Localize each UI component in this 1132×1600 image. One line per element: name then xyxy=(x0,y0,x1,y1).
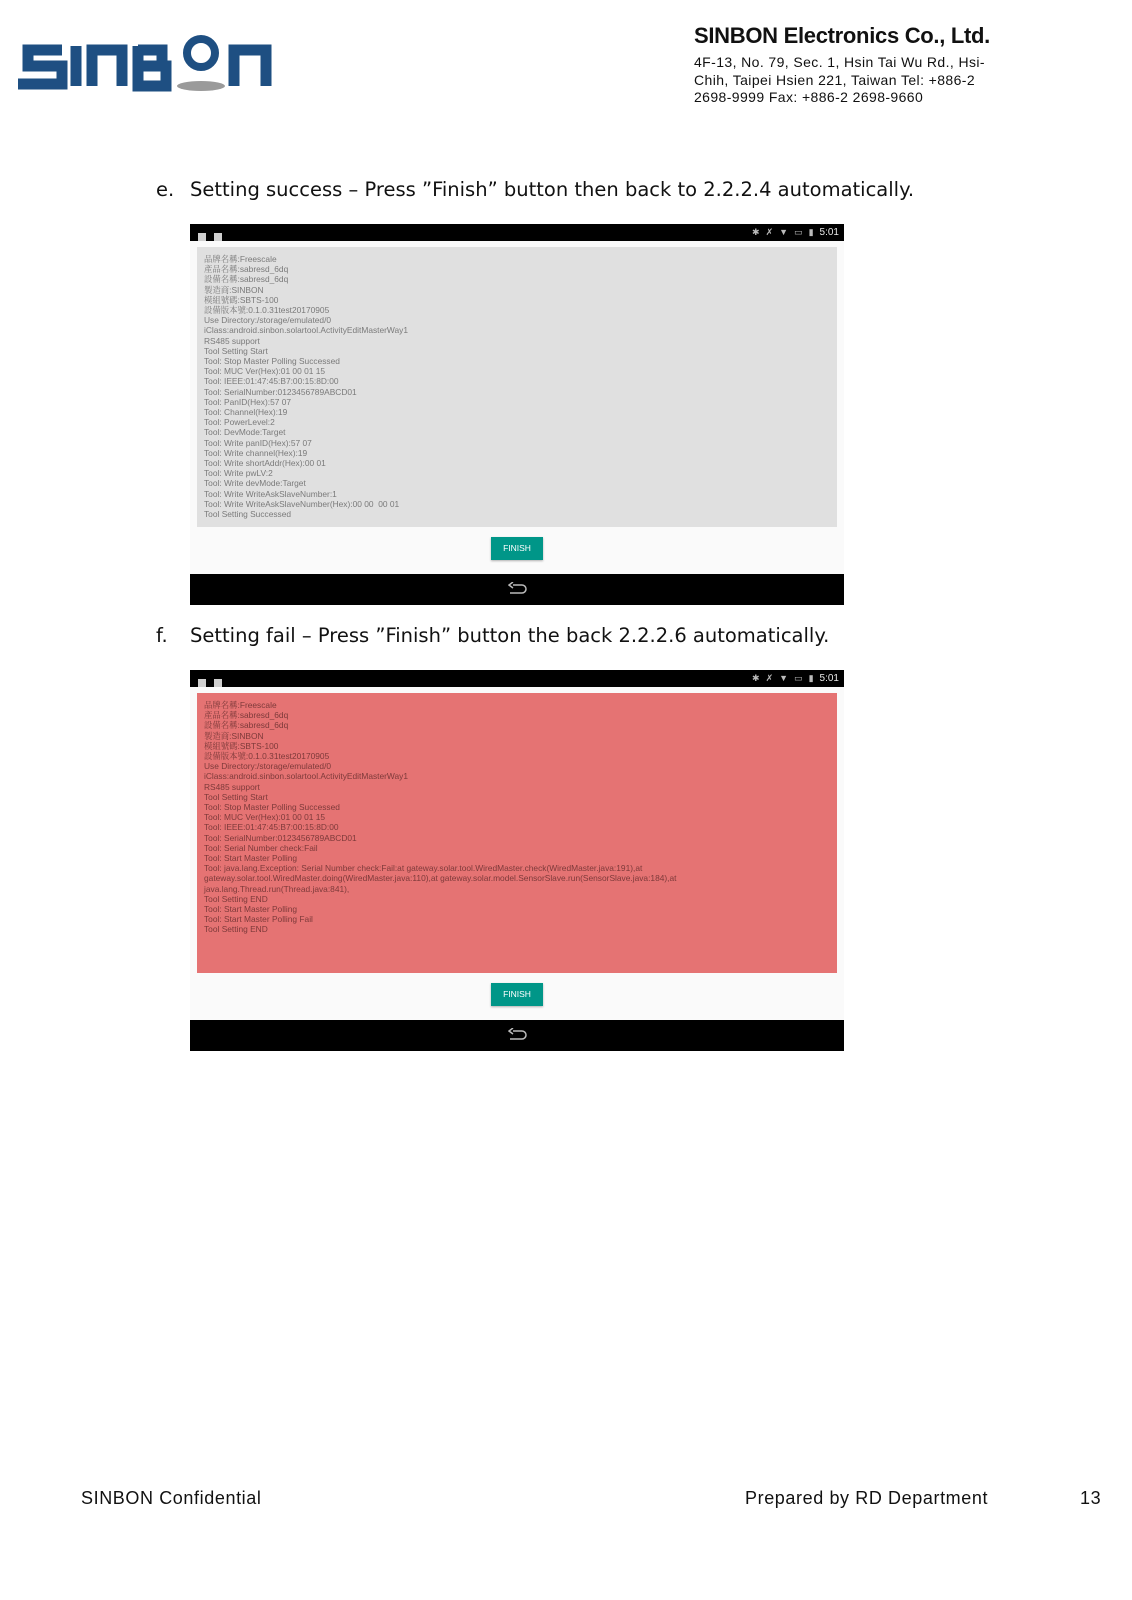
log-line: Tool: Stop Master Polling Successed xyxy=(204,802,340,813)
log-line: 產品名稱:sabresd_6dq xyxy=(204,264,289,275)
battery-icon: ▮ xyxy=(808,227,814,237)
log-line: Tool: Stop Master Polling Successed xyxy=(204,356,340,367)
log-line: 設備名稱:sabresd_6dq xyxy=(204,720,289,731)
log-line: 產品名稱:sabresd_6dq xyxy=(204,710,289,721)
page-number: 13 xyxy=(1080,1488,1102,1508)
navigation-bar xyxy=(190,574,844,605)
battery-icon: ▮ xyxy=(808,673,814,683)
bluetooth-icon: ✱ xyxy=(752,673,760,683)
sinbon-logo xyxy=(14,26,286,98)
status-bar xyxy=(190,670,844,687)
back-icon[interactable] xyxy=(508,582,528,596)
log-line: Tool: Write shortAddr(Hex):00 01 xyxy=(204,458,326,469)
log-line: 製造商:SINBON xyxy=(204,284,264,295)
company-address: 4F-13, No. 79, Sec. 1, Hsin Tai Wu Rd., Hsi-Chih, Taipei Hsien 221, Taiwan Tel: +886-2 2698-9999 Fax: +886-2 2698-9660 xyxy=(694,54,985,105)
log-panel xyxy=(197,693,837,973)
sd-card-icon xyxy=(214,679,222,687)
log-line: Tool: PanID(Hex):57 07 xyxy=(204,396,292,407)
sd-card-icon xyxy=(214,233,222,241)
log-line: Tool: DevMode:Target xyxy=(204,427,286,438)
log-line: Tool Setting END xyxy=(204,893,268,904)
silent-icon: ✗ xyxy=(765,227,774,237)
log-line: Tool: java.lang.Exception: Serial Number check:Fail:at gateway.solar.tool.WiredMaster.check(WiredMaster.java:191),at xyxy=(204,863,643,874)
status-right xyxy=(746,225,839,240)
log-line: Tool: Channel(Hex):19 xyxy=(204,407,288,418)
log-line: Tool Setting Start xyxy=(204,791,268,802)
log-line: 製造商:SINBON xyxy=(204,730,264,741)
log-line: Tool: Start Master Polling xyxy=(204,904,298,915)
finish-button[interactable]: FINISH xyxy=(491,537,543,560)
log-line: Tool: SerialNumber:0123456789ABCD01 xyxy=(204,386,357,397)
status-right xyxy=(746,671,839,686)
notification-icons xyxy=(198,674,230,692)
ethernet-icon: ▭ xyxy=(794,227,803,237)
footer-confidential: SINBON Confidential xyxy=(81,1488,262,1508)
log-line: Tool: Serial Number check:Fail xyxy=(204,842,318,853)
log-line: Tool Setting END xyxy=(204,924,268,935)
log-line: Tool: Write channel(Hex):19 xyxy=(204,447,308,458)
log-line: 模組號碼:SBTS-100 xyxy=(204,740,279,751)
notification-icons xyxy=(198,228,230,246)
log-panel xyxy=(197,247,837,527)
section-caption-e xyxy=(156,178,914,201)
wifi-icon: ▼ xyxy=(779,227,789,237)
company-name: SINBON Electronics Co., Ltd. xyxy=(694,23,990,48)
log-line: java.lang.Thread.run(Thread.java:841), xyxy=(204,883,350,894)
list-marker: f. xyxy=(156,624,168,647)
log-line: 品牌名稱:Freescale xyxy=(204,700,277,710)
log-line: Tool: SerialNumber:0123456789ABCD01 xyxy=(204,832,357,843)
log-line: Tool: Start Master Polling xyxy=(204,853,298,864)
log-line: Tool Setting Successed xyxy=(204,509,292,520)
log-line: Tool Setting Start xyxy=(204,345,268,356)
caption-text: Setting success – Press ”Finish” button then back to 2.2.2.4 automatically. xyxy=(190,178,915,201)
log-line: Tool: IEEE:01:47:45:B7:00:15:8D:00 xyxy=(204,822,339,833)
log-line: Tool: Write WriteAskSlaveNumber:1 xyxy=(204,488,337,499)
ethernet-icon: ▭ xyxy=(794,673,803,683)
log-line: iClass:android.sinbon.solartool.ActivityEditMasterWay1 xyxy=(204,771,409,782)
status-bar xyxy=(190,224,844,241)
log-line: Tool: PowerLevel:2 xyxy=(204,417,275,428)
section-caption-f xyxy=(156,624,829,647)
log-line: 模組號碼:SBTS-100 xyxy=(204,294,279,305)
log-line: gateway.solar.tool.WiredMaster.doing(WiredMaster.java:110),at gateway.solar.model.SensorSlave.run(SensorSlave.java:184),at xyxy=(204,873,677,884)
log-line: 設備版本號:0.1.0.31test20170905 xyxy=(204,751,330,762)
image-notification-icon xyxy=(198,679,206,687)
status-time: 5:01 xyxy=(819,227,839,238)
list-marker: e. xyxy=(156,178,175,201)
company-info xyxy=(694,22,994,108)
log-line: Tool: MUC Ver(Hex):01 00 01 15 xyxy=(204,366,326,377)
log-line: Use Directory:/storage/emulated/0 xyxy=(204,761,332,772)
log-line: RS485 support xyxy=(204,781,260,792)
log-line: Tool: MUC Ver(Hex):01 00 01 15 xyxy=(204,812,326,823)
wifi-icon: ▼ xyxy=(779,673,789,683)
log-line: Tool: Write WriteAskSlaveNumber(Hex):00 00 00 01 xyxy=(204,498,400,509)
image-notification-icon xyxy=(198,233,206,241)
log-line: Tool: Start Master Polling Fail xyxy=(204,914,313,925)
log-line: Tool: Write pwLV:2 xyxy=(204,468,273,479)
log-line: Tool: Write devMode:Target xyxy=(204,478,306,489)
status-time: 5:01 xyxy=(819,673,839,684)
log-line: 設備版本號:0.1.0.31test20170905 xyxy=(204,305,330,316)
log-line: RS485 support xyxy=(204,335,260,346)
screenshot-fail xyxy=(190,670,844,1051)
log-line: Tool: IEEE:01:47:45:B7:00:15:8D:00 xyxy=(204,376,339,387)
finish-button[interactable]: FINISH xyxy=(491,983,543,1006)
log-line: Tool: Write panID(Hex):57 07 xyxy=(204,437,312,448)
bluetooth-icon: ✱ xyxy=(752,227,760,237)
log-line: iClass:android.sinbon.solartool.ActivityEditMasterWay1 xyxy=(204,325,409,336)
back-icon[interactable] xyxy=(508,1028,528,1042)
log-line: 設備名稱:sabresd_6dq xyxy=(204,274,289,285)
navigation-bar xyxy=(190,1020,844,1051)
caption-text: Setting fail – Press ”Finish” button the back 2.2.2.6 automatically. xyxy=(190,624,830,647)
log-line: Use Directory:/storage/emulated/0 xyxy=(204,315,332,326)
footer-prepared-by: Prepared by RD Department xyxy=(745,1488,989,1508)
log-line: 品牌名稱:Freescale xyxy=(204,254,277,264)
silent-icon: ✗ xyxy=(765,673,774,683)
screenshot-success xyxy=(190,224,844,605)
